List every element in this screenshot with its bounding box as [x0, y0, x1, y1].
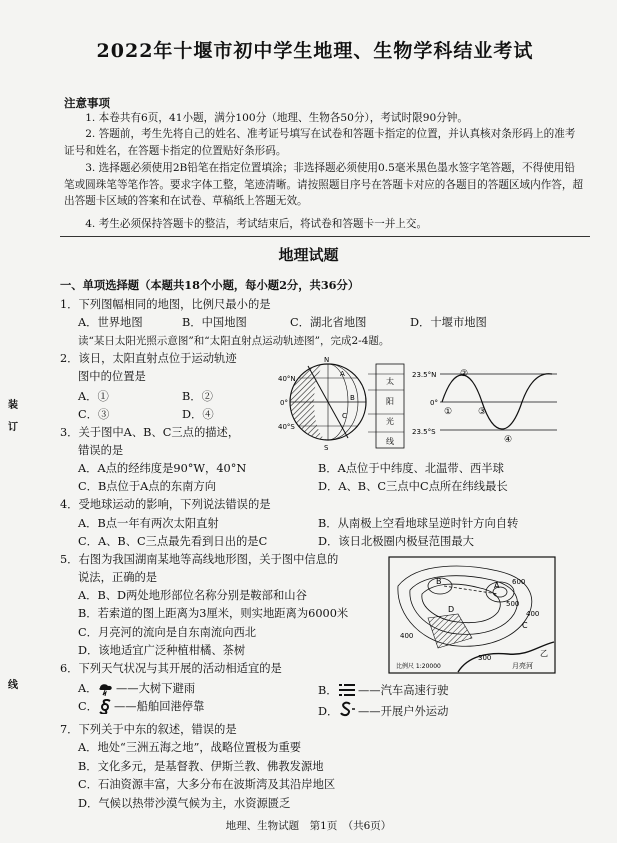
sandstorm-icon [338, 701, 356, 717]
notice-item-4: 4. 考生必须保持答题卡的整洁，考试结束后，将试卷和答题卡一并上交。 [85, 218, 428, 230]
contour-point-c: C [522, 621, 528, 630]
q6-option-a-text: ——大树下避雨 [116, 682, 196, 695]
sun-label-2: 阳 [386, 397, 394, 406]
village-label: 乙 [540, 649, 548, 658]
q5-option-a: A．B、D两处地形部位名称分别是鞍部和山谷 [78, 589, 307, 602]
exam-title: 2022年十堰市初中学生地理、生物学科结业考试 [96, 40, 534, 62]
q4-option-b: B．从南极上空看地球呈逆时针方向自转 [318, 517, 519, 530]
q3-stem-1: 3．关于图中A、B、C三点的描述， [60, 426, 240, 439]
q1-option-d: D．十堰市地图 [410, 316, 487, 329]
read-note: 读“某日太阳光照示意图”和“太阳直射点运动轨迹图”，完成2-4题。 [78, 335, 390, 347]
fog-icon [338, 683, 356, 697]
q7-option-a: A．地处“三洲五海之地”，战略位置极为重要 [78, 741, 302, 754]
point-a-label: A [340, 370, 345, 378]
q6-option-d-text: ——开展户外运动 [358, 705, 449, 718]
typhoon-icon [97, 699, 113, 714]
notice-heading: 注意事项 [64, 96, 110, 110]
q6-option-d: D． [318, 705, 339, 718]
track-mark-1: ① [444, 407, 453, 417]
q1-option-c: C．湖北省地图 [290, 316, 367, 329]
q7-option-d: D．气候以热带沙漠气候为主，水资源匮乏 [78, 797, 291, 810]
q2-option-c: C．③ [78, 408, 110, 421]
point-c-label: C [342, 412, 347, 420]
track-top-label: 23.5°N [412, 371, 437, 379]
part1-heading: 一、单项选择题（本题共18个小题，每小题2分，共36分） [60, 278, 360, 292]
q6-option-c-text: ——船舶回港停靠 [114, 700, 205, 713]
track-bottom-label: 23.5°S [412, 428, 436, 436]
q5-option-b: B．若索道的图上距离为3厘米，则实地距离为6000米 [78, 607, 349, 620]
q5-option-c: C．月亮河的流向是自东南流向西北 [78, 626, 257, 639]
q6-option-a: A． [78, 682, 98, 695]
point-b-label: B [350, 394, 355, 402]
contour-point-d: D [448, 605, 455, 614]
q1-option-b: B．中国地图 [182, 316, 247, 329]
sunlight-globe-figure [278, 356, 408, 452]
divider [60, 236, 590, 237]
binding-mark: 订 [8, 422, 18, 433]
sun-label-1: 太 [386, 377, 394, 386]
section-title: 地理试题 [278, 246, 339, 264]
q1-option-a: A．世界地图 [78, 316, 143, 329]
track-mark-2: ② [460, 369, 469, 379]
thunderstorm-icon [97, 682, 115, 696]
south-pole-label: S [324, 444, 329, 452]
q2-option-b: B．② [182, 390, 213, 403]
track-mark-3: ③ [478, 407, 487, 417]
q3-option-b: B．A点位于中纬度、北温带、西半球 [318, 462, 504, 475]
q5-stem-2: 说法，正确的是 [78, 571, 158, 584]
lat-north-label: 40°N [278, 375, 296, 383]
q4-option-c: C．A、B、C三点最先看到日出的是C [78, 535, 268, 548]
sun-label-3: 光 [386, 417, 394, 426]
q4-option-a: A．B点一年有两次太阳直射 [78, 517, 219, 530]
contour-point-b: B [436, 577, 442, 586]
notice-item-3: 3. 选择题必须使用2B铅笔在指定位置填涂；非选择题必须使用0.5毫米黑色墨水签字笔答题，不得使用铅笔或圆珠笔等笔作答。要求字体工整，笔迹清晰。请按照题目序号在答题卡对应的各题目的答题区域内作答，超出答题卡区域的答案和在试卷、草稿纸上答题无效。 [64, 162, 584, 207]
q6-stem: 6．下列天气状况与其开展的活动相适宜的是 [60, 662, 282, 675]
elevation-300: 300 [478, 654, 492, 662]
elevation-600: 600 [512, 578, 526, 586]
track-mark-4: ④ [504, 435, 513, 444]
contour-map-figure [388, 556, 556, 674]
sun-label-4: 线 [386, 437, 394, 446]
q4-stem: 4．受地球运动的影响，下列说法错误的是 [60, 498, 271, 511]
q5-stem-1: 5．右图为我国湖南某地等高线地形图，关于图中信息的 [60, 553, 339, 566]
elevation-400-right: 400 [526, 610, 540, 618]
sun-track-figure [412, 362, 562, 444]
q2-stem-2: 图中的位置是 [78, 370, 146, 383]
q2-stem-1: 2．该日，太阳直射点位于运动轨迹 [60, 352, 237, 365]
q5-option-d: D．该地适宜广泛种植柑橘、茶树 [78, 644, 246, 657]
sun-track-curve [442, 374, 552, 429]
map-scale-legend: 比例尺 1:20000 [396, 663, 441, 670]
q2-option-a: A．① [78, 390, 109, 403]
q6-option-b: B． [318, 684, 338, 697]
lat-south-label: 40°S [278, 423, 295, 431]
q3-option-d: D．A、B、C三点中C点所在纬线最长 [318, 480, 508, 493]
q7-option-b: B．文化多元，是基督教、伊斯兰教、佛教发源地 [78, 760, 324, 773]
binding-mark: 线 [8, 680, 18, 691]
elevation-400-left: 400 [400, 632, 414, 640]
elevation-500: 500 [506, 600, 520, 608]
q6-option-c: C． [78, 700, 98, 713]
q6-option-b-text: ——汽车高速行驶 [358, 684, 449, 697]
notice-item-2: 2. 答题前，考生先将自己的姓名、准考证号填写在试卷和答题卡指定的位置，并认真核对条形码上的准考证号和姓名，在答题卡指定的位置贴好条形码。 [64, 128, 576, 157]
lat-equator-label: 0° [280, 399, 288, 407]
q3-option-a: A．A点的经纬度是90°W，40°N [78, 462, 247, 475]
q7-option-c: C．石油资源丰富，大多分布在波斯湾及其沿岸地区 [78, 778, 336, 791]
q2-option-d: D．④ [182, 408, 214, 421]
binding-mark: 装 [8, 400, 18, 411]
q3-option-c: C．B点位于A点的东南方向 [78, 480, 217, 493]
north-pole-label: N [324, 356, 330, 364]
track-mid-label: 0° [430, 399, 438, 407]
q7-stem: 7．下列关于中东的叙述，错误的是 [60, 723, 237, 736]
notice-item-1: 1. 本卷共有6页，41小题，满分100分（地理、生物各50分），考试时限90分钟。 [85, 112, 468, 124]
page-footer: 地理、生物试题 第1页 （共6页） [225, 820, 392, 832]
q4-option-d: D．该日北极圈内极昼范围最大 [318, 535, 474, 548]
river-label: 月亮河 [512, 662, 533, 670]
q1-stem: 1．下列图幅相同的地图，比例尺最小的是 [60, 298, 271, 311]
contour-point-a: A [494, 581, 500, 590]
q3-stem-2: 错误的是 [78, 444, 124, 457]
